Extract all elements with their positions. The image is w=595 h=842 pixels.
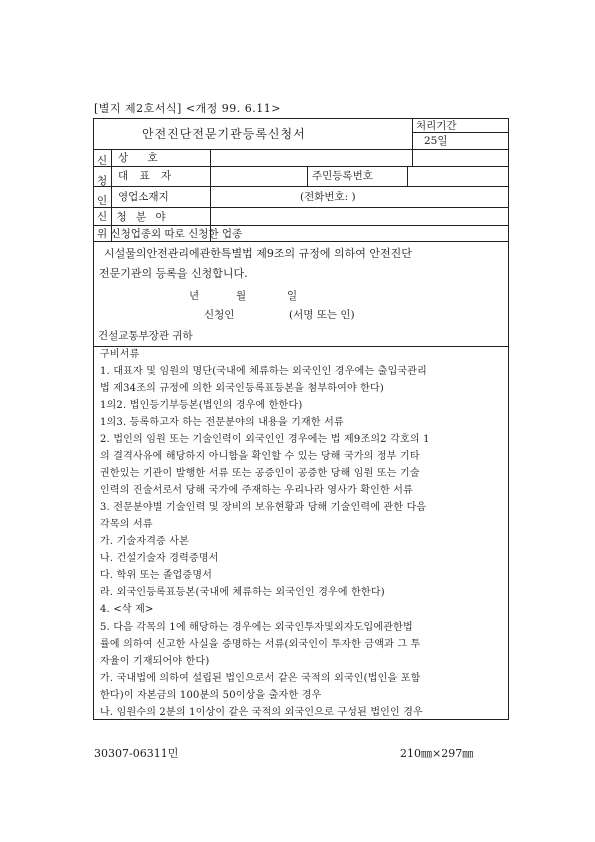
document-line: 나. 건설기술자 경력증명서: [100, 553, 219, 564]
application-field-label: 신 청 분 야: [97, 211, 169, 223]
other-business-label: 위 신청업종외 따로 신청한 업종: [97, 228, 243, 240]
rule: [412, 119, 413, 166]
recipient: 건설교통부장관 귀하: [98, 330, 193, 342]
document-line: 3. 전문분야별 기술인력 및 장비의 보유현황과 당해 기술인력에 관한 다음: [100, 502, 427, 513]
form-title: 안전진단전문기관등록신청서: [142, 127, 306, 141]
phone-label: (전화번호: ): [300, 191, 356, 203]
documents-title: 구비서류: [100, 349, 140, 360]
document-line: 률에 의하여 신고한 사실을 증명하는 서류(외국인이 투자한 금액과 그 투: [100, 639, 421, 650]
processing-period-label: 처리기간: [416, 120, 457, 132]
paper-size: 210㎜×297㎜: [400, 747, 474, 760]
date-month: 월: [236, 290, 247, 302]
rule: [94, 225, 508, 226]
rule: [94, 346, 508, 347]
rule: [94, 149, 508, 150]
rule: [94, 207, 508, 208]
applicant-char-3: 인: [97, 195, 108, 207]
document-line: 권한있는 기관이 발행한 서류 또는 공증인이 공증한 당해 임원 또는 기술: [100, 468, 420, 479]
document-line: 5. 다음 각목의 1에 해당하는 경우에는 외국인투자및외자도입에관한법: [100, 622, 413, 633]
document-line: 1. 대표자 및 임원의 명단(국내에 체류하는 외국인인 경우에는 출입국관리: [100, 366, 428, 377]
resident-number-label: 주민등록번호: [312, 170, 373, 182]
document-line: 나. 임원수의 2분의 1이상이 같은 국적의 외국인으로 구성된 법인인 경우: [100, 707, 423, 718]
processing-period-value: 25일: [424, 135, 448, 147]
business-location-label: 영업소재지: [118, 191, 169, 203]
applicant-char-2: 청: [97, 175, 108, 187]
document-line: 한다)이 자본금의 100분의 50이상을 출자한 경우: [100, 690, 322, 701]
document-line: 2. 법인의 임원 또는 기술인력이 외국인인 경우에는 법 제9조의2 각호의 1: [100, 434, 430, 445]
form-label: [별지 제2호서식] <개정 99. 6.11>: [94, 102, 281, 115]
application-form: [93, 118, 509, 720]
trade-name-label: 상 호: [118, 152, 166, 164]
document-line: 각목의 서류: [100, 519, 153, 530]
document-line: 의 결격사유에 해당하지 아니함을 확인할 수 있는 당해 국가의 정부 기타: [100, 451, 420, 462]
document-line: 4. <삭 제>: [100, 604, 154, 615]
rule: [94, 186, 508, 187]
date-year: 년: [189, 290, 200, 302]
document-line: 가. 국내법에 의하여 설립된 법인으로서 같은 국적의 외국인(법인을 포함: [100, 673, 421, 684]
statement-line-2: 전문기관의 등록을 신청합니다.: [99, 267, 248, 280]
document-line: 자율이 기재되어야 한다): [100, 656, 210, 667]
document-line: 인력의 진술서로서 당해 국가에 주재하는 우리나라 영사가 확인한 서류: [100, 485, 413, 496]
document-line: 다. 학위 또는 졸업증명서: [100, 570, 213, 581]
document-line: 1의3. 등록하고자 하는 전문분야의 내용을 기재한 서류: [100, 417, 344, 428]
date-day: 일: [287, 290, 298, 302]
rule: [94, 166, 508, 167]
representative-label: 대 표 자: [118, 170, 176, 182]
form-code: 30307-06311민: [94, 747, 179, 760]
applicant-char-1: 신: [97, 155, 108, 167]
rule: [407, 166, 408, 186]
statement-line-1: 시설물의안전관리에관한특별법 제9조의 규정에 의하여 안전진단: [104, 247, 412, 260]
rule: [94, 241, 508, 242]
signature-label: 신청인: [204, 309, 235, 321]
document-line: 1의2. 법인등기부등본(법인의 경우에 한한다): [100, 400, 303, 411]
document-line: 가. 기술자격증 사본: [100, 536, 190, 547]
document-line: 법 제34조의 규정에 의한 외국인등록표등본을 첨부하여야 한다): [100, 383, 384, 394]
document-line: 라. 외국인등록표등본(국내에 체류하는 외국인인 경우에 한한다): [100, 587, 385, 598]
signature-note: (서명 또는 인): [289, 309, 355, 321]
rule: [307, 166, 308, 186]
